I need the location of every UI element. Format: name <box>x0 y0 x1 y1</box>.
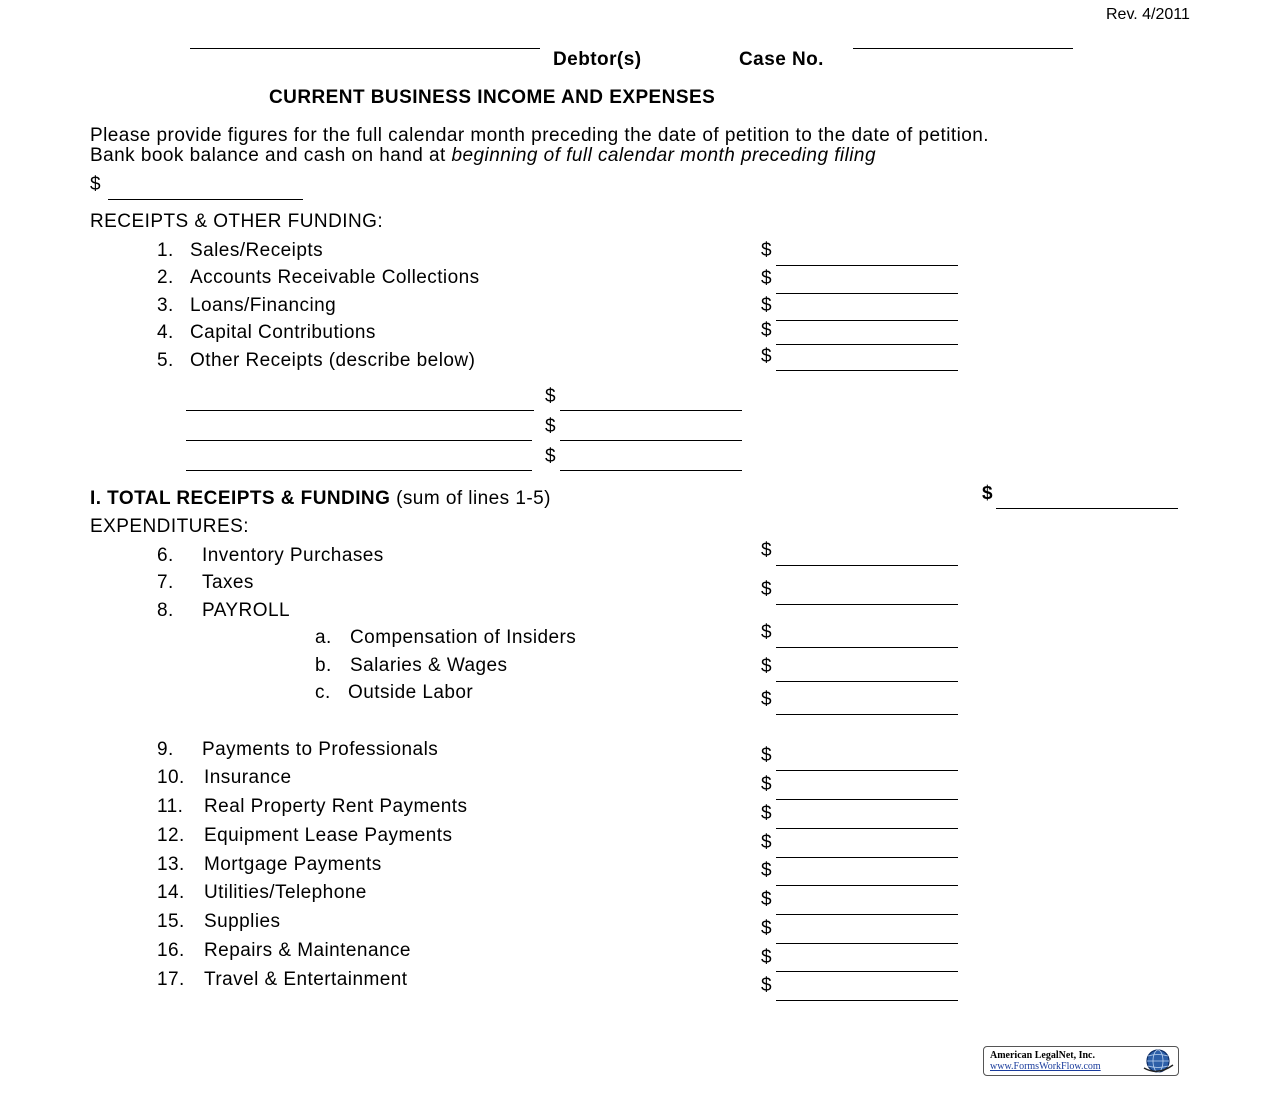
line-label: Equipment Lease Payments <box>204 825 453 846</box>
other-receipt-description-field[interactable] <box>186 440 532 441</box>
compensation-insiders-amount-field[interactable] <box>776 647 958 648</box>
receipts-heading: RECEIPTS & OTHER FUNDING: <box>90 211 384 232</box>
line-number: 2. <box>157 267 174 288</box>
debtor-name-field[interactable] <box>190 48 540 49</box>
line-label: Compensation of Insiders <box>350 627 577 648</box>
travel-amount-field[interactable] <box>776 1000 958 1001</box>
dollar-sign: $ <box>545 446 556 467</box>
line-label: Supplies <box>204 911 281 932</box>
dollar-sign: $ <box>761 860 772 881</box>
mortgage-amount-field[interactable] <box>776 885 958 886</box>
line-label: Sales/Receipts <box>190 240 324 261</box>
line-label: Salaries & Wages <box>350 655 508 676</box>
instruction-line-1: Please provide figures for the full calendar month preceding the date of petition to the date of petition. <box>90 125 990 146</box>
line-number: 17. <box>157 969 185 990</box>
line-label: PAYROLL <box>202 600 290 621</box>
line-label: Repairs & Maintenance <box>204 940 411 961</box>
dollar-sign: $ <box>761 975 772 996</box>
other-receipts-amount-field[interactable] <box>776 370 958 371</box>
dollar-sign: $ <box>761 803 772 824</box>
dollar-sign: $ <box>761 346 772 367</box>
taxes-amount-field[interactable] <box>776 604 958 605</box>
line-label: Insurance <box>204 767 292 788</box>
other-receipt-amount-field[interactable] <box>560 470 742 471</box>
sales-receipts-amount-field[interactable] <box>776 265 958 266</box>
equipment-lease-amount-field[interactable] <box>776 857 958 858</box>
total-receipts-amount-field[interactable] <box>996 508 1178 509</box>
dollar-sign: $ <box>761 889 772 910</box>
dollar-sign: $ <box>761 540 772 561</box>
supplies-amount-field[interactable] <box>776 943 958 944</box>
line-number: c. <box>315 682 331 703</box>
other-receipt-description-field[interactable] <box>186 410 534 411</box>
line-number: 4. <box>157 322 174 343</box>
line-label: Mortgage Payments <box>204 854 382 875</box>
dollar-sign: $ <box>90 174 101 195</box>
line-number: 15. <box>157 911 185 932</box>
revision-label: Rev. 4/2011 <box>1106 6 1190 23</box>
dollar-sign: $ <box>545 386 556 407</box>
dollar-sign: $ <box>761 579 772 600</box>
dollar-sign: $ <box>761 268 772 289</box>
dollar-sign: $ <box>545 416 556 437</box>
rent-payments-amount-field[interactable] <box>776 828 958 829</box>
case-no-label: Case No. <box>739 49 824 70</box>
line-label: Travel & Entertainment <box>204 969 408 990</box>
other-receipt-amount-field[interactable] <box>560 440 742 441</box>
line-number: 12. <box>157 825 185 846</box>
dollar-sign: $ <box>761 774 772 795</box>
line-label: Capital Contributions <box>190 322 376 343</box>
outside-labor-amount-field[interactable] <box>776 714 958 715</box>
bank-balance-field[interactable] <box>108 199 303 200</box>
line-label: Real Property Rent Payments <box>204 796 468 817</box>
line-number: 8. <box>157 600 174 621</box>
dollar-sign: $ <box>982 483 993 504</box>
dollar-sign: $ <box>761 656 772 677</box>
loans-financing-amount-field[interactable] <box>776 320 958 321</box>
instruction-line-2-italic: beginning of full calendar month preceding filing <box>451 145 876 166</box>
dollar-sign: $ <box>761 918 772 939</box>
line-label: Accounts Receivable Collections <box>190 267 480 288</box>
line-number: 10. <box>157 767 185 788</box>
instruction-line-2-text: Bank book balance and cash on hand at <box>90 145 452 166</box>
globe-logo-icon <box>1141 1048 1175 1074</box>
professionals-amount-field[interactable] <box>776 770 958 771</box>
inventory-purchases-amount-field[interactable] <box>776 565 958 566</box>
line-number: 16. <box>157 940 185 961</box>
line-label: Utilities/Telephone <box>204 882 367 903</box>
page-title: CURRENT BUSINESS INCOME AND EXPENSES <box>269 87 716 108</box>
line-label: Outside Labor <box>348 682 474 703</box>
capital-contributions-amount-field[interactable] <box>776 344 958 345</box>
line-number: 5. <box>157 350 174 371</box>
logo-company-name: American LegalNet, Inc. <box>990 1050 1095 1061</box>
dollar-sign: $ <box>761 295 772 316</box>
salaries-wages-amount-field[interactable] <box>776 681 958 682</box>
publisher-logo[interactable] <box>983 1046 1179 1076</box>
accounts-receivable-amount-field[interactable] <box>776 293 958 294</box>
line-label: Payments to Professionals <box>202 739 439 760</box>
total-receipts-title: I. TOTAL RECEIPTS & FUNDING <box>90 488 391 509</box>
repairs-amount-field[interactable] <box>776 971 958 972</box>
line-label: Inventory Purchases <box>202 545 384 566</box>
line-number: 3. <box>157 295 174 316</box>
other-receipt-description-field[interactable] <box>186 470 532 471</box>
debtor-label: Debtor(s) <box>553 49 642 70</box>
dollar-sign: $ <box>761 689 772 710</box>
dollar-sign: $ <box>761 320 772 341</box>
case-no-field[interactable] <box>853 48 1073 49</box>
other-receipt-amount-field[interactable] <box>560 410 742 411</box>
line-number: 7. <box>157 572 174 593</box>
dollar-sign: $ <box>761 622 772 643</box>
line-label: Other Receipts (describe below) <box>190 350 476 371</box>
dollar-sign: $ <box>761 947 772 968</box>
line-number: 14. <box>157 882 185 903</box>
logo-website-link[interactable]: www.FormsWorkFlow.com <box>990 1061 1101 1072</box>
line-number: 1. <box>157 240 174 261</box>
utilities-amount-field[interactable] <box>776 914 958 915</box>
insurance-amount-field[interactable] <box>776 799 958 800</box>
total-receipts-note: (sum of lines 1-5) <box>390 488 551 509</box>
line-number: 11. <box>157 796 184 817</box>
instruction-line-2 <box>90 145 876 167</box>
dollar-sign: $ <box>761 745 772 766</box>
dollar-sign: $ <box>761 240 772 261</box>
line-number: b. <box>315 655 332 676</box>
line-number: 13. <box>157 854 185 875</box>
dollar-sign: $ <box>761 832 772 853</box>
line-number: 9. <box>157 739 174 760</box>
line-number: 6. <box>157 545 174 566</box>
line-number: a. <box>315 627 332 648</box>
total-receipts-label <box>90 488 551 510</box>
expenditures-heading: EXPENDITURES: <box>90 516 249 537</box>
line-label: Loans/Financing <box>190 295 337 316</box>
line-label: Taxes <box>202 572 254 593</box>
